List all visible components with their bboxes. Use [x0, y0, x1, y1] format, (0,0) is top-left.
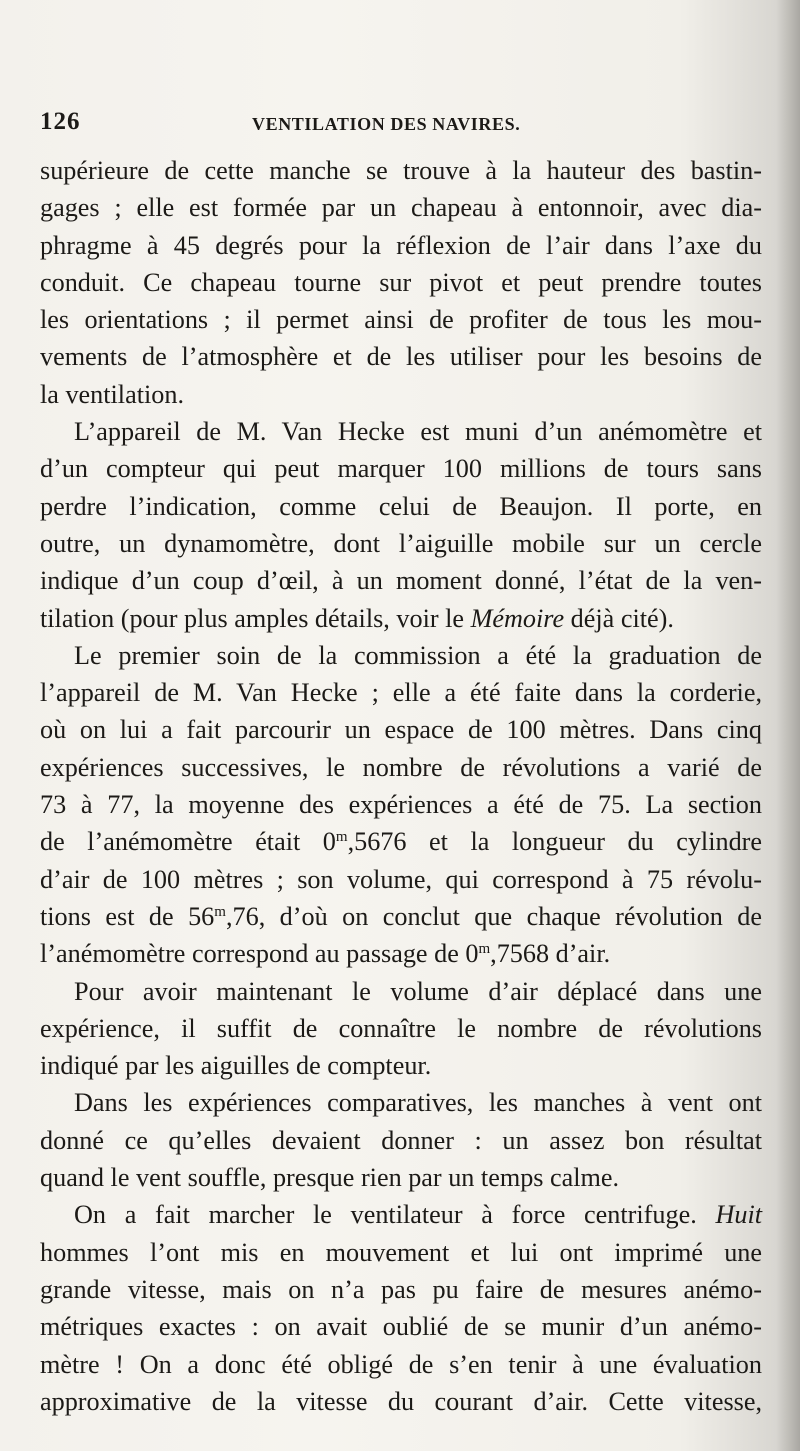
text-line: la ventilation. — [40, 379, 184, 409]
text-line: grande vitesse, mais on n’a pas pu faire de mesures anémo- — [40, 1274, 762, 1304]
page-number: 126 — [40, 108, 81, 135]
text-line: l’anémomètre correspond au passage de 0$^m$,7568 d’air. — [40, 939, 611, 969]
text-line: indique d’un coup d’œil, à un moment donné, l’état de la ven- — [40, 566, 762, 596]
text-line: où on lui a fait parcourir un espace de 100 mètres. Dans cinq — [40, 715, 762, 745]
text-line: perdre l’indication, comme celui de Beaujon. Il porte, en — [40, 491, 762, 521]
italic-text: Mémoire — [470, 603, 565, 633]
text-line: outre, un dynamomètre, dont l’aiguille mobile sur un cercle — [40, 528, 762, 558]
text-line: donné ce qu’elles devaient donner : un assez bon résultat — [40, 1125, 762, 1155]
text-line: quand le vent souffle, presque rien par un temps calme. — [40, 1163, 620, 1193]
text-line: conduit. Ce chapeau tourne sur pivot et peut prendre toutes — [40, 267, 762, 297]
text-line: supérieure de cette manche se trouve à la hauteur des bastin- — [40, 156, 762, 185]
text-line: indiqué par les aiguilles de compteur. — [40, 1051, 432, 1081]
page-header — [40, 108, 750, 144]
text-line: Dans les expériences comparatives, les manches à vent ont — [74, 1088, 762, 1118]
text-line: mètre ! On a donc été obligé de s’en tenir à une évaluation — [40, 1349, 762, 1379]
superscript-unit: m — [214, 903, 226, 920]
text-line: expérience, il suffit de connaître le nombre de révolutions — [40, 1013, 762, 1043]
text-line: d’air de 100 mètres ; son volume, qui correspond à 75 révolu- — [40, 864, 762, 894]
text-line: d’un compteur qui peut marquer 100 millions de tours sans — [40, 454, 762, 484]
text-line: hommes l’ont mis en mouvement et lui ont imprimé une — [40, 1237, 762, 1267]
text-line: phragme à 45 degrés pour la réflexion de l’air dans l’axe du — [40, 230, 762, 260]
text-line: les orientations ; il permet ainsi de profiter de tous les mou- — [40, 305, 762, 335]
text-line: On a fait marcher le ventilateur à force centrifuge. Huit — [74, 1200, 762, 1230]
italic-text: Huit — [715, 1200, 762, 1230]
running-head: VENTILATION DES NAVIRES. — [252, 114, 521, 134]
text-line: tions est de 56$^m$,76, d’où on conclut que chaque révolution de — [40, 901, 762, 931]
text-line: de l’anémomètre était 0$^m$,5676 et la longueur du cylindre — [40, 827, 763, 857]
text-line: vements de l’atmosphère et de les utiliser pour les besoins de — [40, 342, 762, 372]
text-line: approximative de la vitesse du courant d’air. Cette vitesse, — [40, 1386, 762, 1416]
body-text — [40, 152, 762, 1420]
text-line: Pour avoir maintenant le volume d’air déplacé dans une — [74, 976, 762, 1006]
text-line: L’appareil de M. Van Hecke est muni d’un anémomètre et — [74, 417, 762, 447]
text-line: gages ; elle est formée par un chapeau à entonnoir, avec dia- — [40, 193, 762, 223]
text-line: expériences successives, le nombre de révolutions a varié de — [40, 752, 762, 782]
superscript-unit: m — [335, 829, 348, 846]
text-line: métriques exactes : on avait oublié de se munir d’un anémo- — [40, 1312, 762, 1342]
text-line: Le premier soin de la commission a été la graduation de — [74, 640, 762, 670]
text-line: tilation (pour plus amples détails, voir le Mémoire déjà cité). — [40, 603, 674, 633]
text-line: l’appareil de M. Van Hecke ; elle a été faite dans la corderie, — [40, 678, 762, 708]
text-line: 73 à 77, la moyenne des expériences a été de 75. La section — [40, 790, 762, 820]
superscript-unit: m — [478, 941, 491, 958]
